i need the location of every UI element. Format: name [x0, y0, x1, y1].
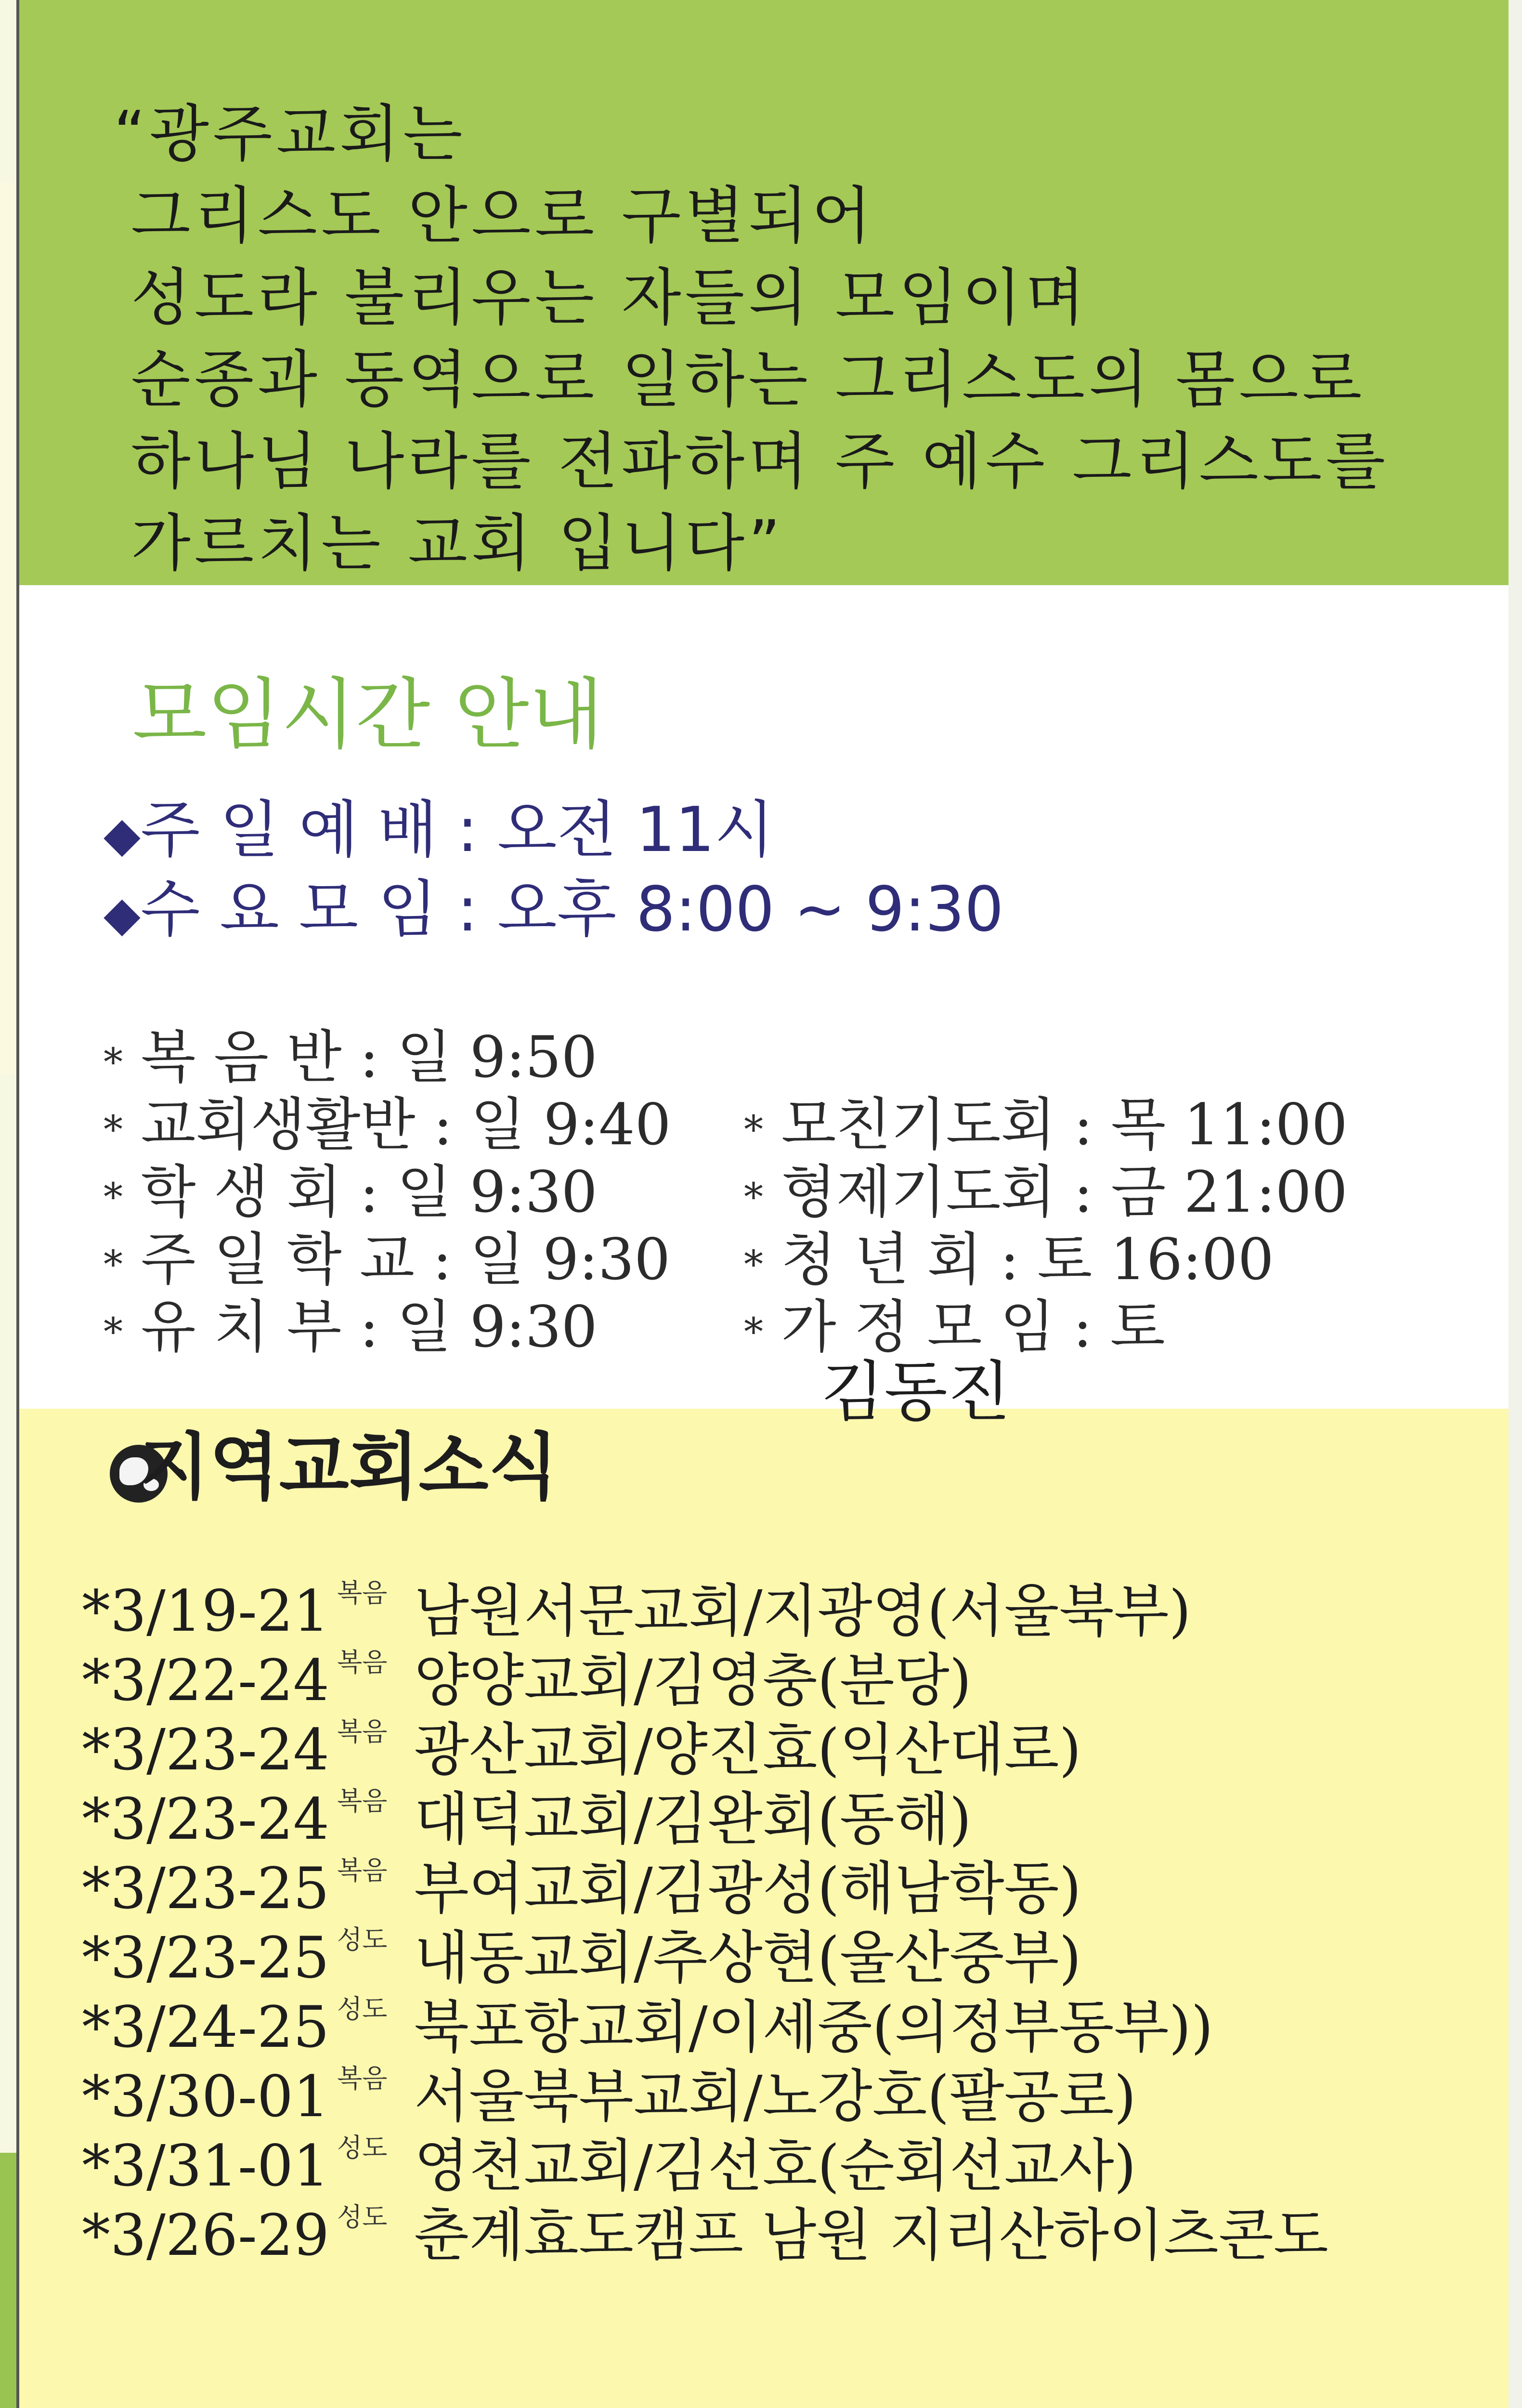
meeting-label: 학 생 회 : 일 9:30	[141, 1159, 598, 1225]
news-date: *3/26-29	[82, 2202, 330, 2268]
asterisk-icon: *	[104, 1039, 123, 1085]
news-date: *3/19-21	[82, 1578, 330, 1644]
asterisk-icon: *	[104, 1107, 123, 1152]
news-text: 부여교회/김광성(해남학동)	[414, 1855, 1081, 1922]
asterisk-icon: *	[744, 1242, 763, 1287]
news-type: 성도	[337, 2133, 388, 2163]
news-type: 복음	[337, 1786, 388, 1816]
news-type: 복음	[337, 1578, 388, 1608]
worship-item	[104, 780, 774, 869]
worship-item	[104, 860, 1004, 948]
meeting-label: 모친기도회 : 목 11:00	[781, 1091, 1348, 1158]
asterisk-icon: *	[104, 1242, 123, 1287]
news-text: 남원서문교회/지광영(서울북부)	[414, 1578, 1191, 1644]
news-type: 성도	[337, 2202, 388, 2232]
news-type: 복음	[337, 2063, 388, 2094]
news-text: 서울북부교회/노강호(팔공로)	[414, 2063, 1136, 2130]
worship-label: 수 요 모 임 : 오후 8:00 ~ 9:30	[140, 874, 1004, 945]
mission-line: 그리스도 안으로 구별되어	[131, 180, 875, 252]
news-text: 광산교회/양진효(익산대로)	[414, 1716, 1081, 1783]
news-text: 북포항교회/이세중(의정부동부))	[414, 1994, 1213, 2060]
meeting-label: 복 음 반 : 일 9:50	[141, 1024, 598, 1090]
news-date: *3/30-01	[82, 2063, 330, 2130]
asterisk-icon: *	[744, 1309, 763, 1354]
worship-label: 주 일 예 배 : 오전 11시	[140, 794, 774, 866]
news-text: 대덕교회/김완회(동해)	[414, 1786, 972, 1852]
news-date: *3/23-24	[82, 1786, 330, 1852]
news-text: 내동교회/추상현(울산중부)	[414, 1924, 1081, 1991]
mission-line: “광주교회는	[114, 98, 467, 170]
mission-line: 가르치는 교회 입니다”	[131, 508, 784, 579]
asterisk-icon: *	[744, 1107, 763, 1152]
news-date: *3/23-25	[82, 1855, 330, 1922]
news-date: *3/22-24	[82, 1647, 330, 1714]
right-margin	[1508, 0, 1522, 2408]
left-margin-bottom	[0, 2153, 16, 2408]
meeting-label: 청 년 회 : 토 16:00	[781, 1226, 1274, 1293]
news-date: *3/23-24	[82, 1716, 330, 1783]
news-date: *3/31-01	[82, 2133, 330, 2199]
news-title: 지역교회소식	[140, 1425, 559, 1509]
news-text: 춘계효도캠프 남원 지리산하이츠콘도	[414, 2202, 1328, 2268]
news-item	[82, 2189, 1328, 2271]
diamond-bullet-icon: ◆	[104, 806, 141, 863]
left-margin-top	[0, 183, 16, 1074]
asterisk-icon: *	[104, 1309, 123, 1354]
meeting-label: 가 정 모 임 : 토	[781, 1294, 1165, 1360]
news-text: 양양교회/김영충(분당)	[414, 1647, 972, 1714]
mission-line: 순종과 동역으로 일하는 그리스도의 몸으로	[131, 344, 1366, 416]
meeting-label: 유 치 부 : 일 9:30	[141, 1294, 598, 1360]
meeting-item	[104, 1281, 598, 1363]
news-date: *3/23-25	[82, 1924, 330, 1991]
meeting-label: 형제기도회 : 금 21:00	[781, 1159, 1348, 1225]
news-type: 성도	[337, 1924, 388, 1955]
diamond-bullet-icon: ◆	[104, 886, 141, 942]
news-text: 영천교회/김선호(순회선교사)	[414, 2133, 1136, 2199]
news-type: 성도	[337, 1994, 388, 2024]
meeting-label: 주 일 학 교 : 일 9:30	[141, 1226, 671, 1293]
news-type: 복음	[337, 1647, 388, 1677]
mission-line: 성도라 불리우는 자들의 모임이며	[131, 262, 1089, 334]
news-date: *3/24-25	[82, 1994, 330, 2060]
asterisk-icon: *	[744, 1174, 763, 1219]
news-type: 복음	[337, 1716, 388, 1747]
meeting-label: 교회생활반 : 일 9:40	[141, 1091, 671, 1158]
asterisk-icon: *	[104, 1174, 123, 1219]
handwritten-note: 김동진	[821, 1354, 1011, 1430]
mission-line: 하나님 나라를 전파하며 주 예수 그리스도를	[131, 426, 1390, 497]
schedule-title: 모임시간 안내	[132, 669, 604, 759]
news-type: 복음	[337, 1855, 388, 1885]
